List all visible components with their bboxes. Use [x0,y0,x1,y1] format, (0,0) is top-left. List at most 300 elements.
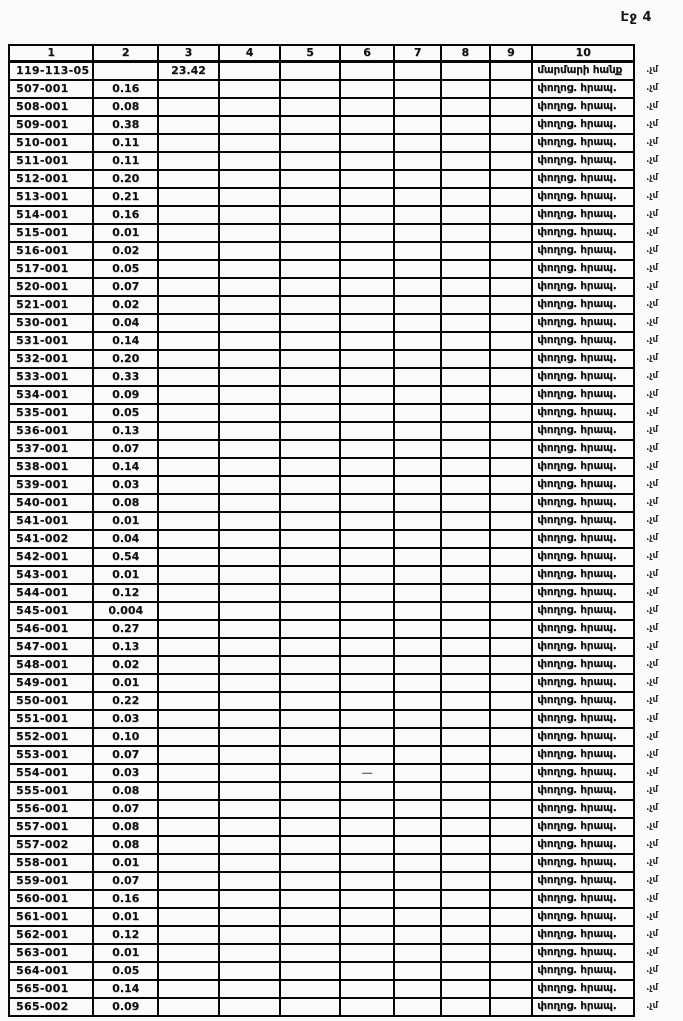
value-cell [490,332,533,350]
value-cell [280,530,339,548]
label-cell: փողոց. հրապ. [532,926,634,944]
value-cell [490,674,533,692]
value-cell [280,926,339,944]
value-cell [219,332,280,350]
value-cell [158,890,219,908]
margin-note: .չմ [646,64,658,75]
column-header-9: 9 [490,45,533,61]
value-cell [340,782,395,800]
value-cell [158,548,219,566]
label-cell: փողոց. հրապ. [532,944,634,962]
value-cell [158,476,219,494]
label-cell: փողոց. հրապ. [532,602,634,620]
value-cell [340,368,395,386]
table-row [9,566,682,584]
margin-note: .չմ [646,803,658,813]
value-cell [441,224,490,242]
table-row [9,458,682,476]
table-row [9,962,682,980]
value-cell [158,422,219,440]
value-cell [158,80,219,98]
value-cell [394,584,441,602]
value-cell [490,80,533,98]
value-cell [340,926,395,944]
value-cell [158,746,219,764]
value-cell [441,656,490,674]
table-row [9,872,682,890]
code-cell: 556-001 [9,800,93,818]
value-cell [490,61,533,80]
value-cell [280,602,339,620]
table-row [9,728,682,746]
label-cell: փողոց. հրապ. [532,584,634,602]
value-cell [340,206,395,224]
value-cell [280,566,339,584]
value-cell [490,404,533,422]
code-cell: 539-001 [9,476,93,494]
value-cell [158,800,219,818]
value-cell [490,224,533,242]
value-cell [280,314,339,332]
value-cell [490,890,533,908]
value-cell [340,386,395,404]
value-cell [219,926,280,944]
value-cell [394,386,441,404]
code-cell: 513-001 [9,188,93,206]
column-header-6: 6 [340,45,395,61]
value-cell [490,368,533,386]
value-cell [394,80,441,98]
value-cell: 0.12 [93,926,158,944]
code-cell: 542-001 [9,548,93,566]
label-cell: փողոց. հրապ. [532,296,634,314]
margin-note: .չմ [646,947,658,957]
margin-note: .չմ [646,767,658,777]
value-cell [219,890,280,908]
code-cell: 537-001 [9,440,93,458]
value-cell [490,620,533,638]
value-cell [394,638,441,656]
value-cell: 0.08 [93,836,158,854]
value-cell [394,998,441,1016]
value-cell [340,854,395,872]
value-cell [394,800,441,818]
value-cell [158,440,219,458]
value-cell [394,728,441,746]
code-cell: 521-001 [9,296,93,314]
value-cell [394,61,441,80]
value-cell [490,512,533,530]
code-cell: 532-001 [9,350,93,368]
value-cell [490,458,533,476]
value-cell [219,818,280,836]
value-cell [340,890,395,908]
value-cell [219,656,280,674]
value-cell [394,710,441,728]
code-cell: 541-002 [9,530,93,548]
value-cell [394,314,441,332]
table-row [9,61,682,80]
value-cell [490,944,533,962]
value-cell [280,98,339,116]
table-row [9,440,682,458]
value-cell [219,998,280,1016]
table-row [9,476,682,494]
value-cell [394,296,441,314]
value-cell [441,242,490,260]
margin-note: .չմ [646,677,658,687]
value-cell [490,278,533,296]
value-cell [340,152,395,170]
value-cell [219,638,280,656]
label-cell: փողոց. հրապ. [532,566,634,584]
value-cell [441,962,490,980]
value-cell [441,296,490,314]
value-cell: 0.11 [93,152,158,170]
value-cell [280,836,339,854]
value-cell [441,998,490,1016]
column-header-2: 2 [93,45,158,61]
label-cell: փողոց. հրապ. [532,350,634,368]
value-cell [219,764,280,782]
page-number-label: Էջ 4 [620,10,652,25]
value-cell [490,980,533,998]
table-row [9,782,682,800]
table-row [9,800,682,818]
value-cell [158,260,219,278]
value-cell [219,728,280,746]
value-cell [441,818,490,836]
value-cell [490,494,533,512]
value-cell [219,296,280,314]
value-cell [93,61,158,80]
value-cell [340,800,395,818]
value-cell [158,674,219,692]
value-cell [219,98,280,116]
value-cell: 0.16 [93,890,158,908]
code-cell: 510-001 [9,134,93,152]
code-cell: 552-001 [9,728,93,746]
margin-note: .չմ [646,551,658,561]
value-cell [158,710,219,728]
table-row [9,242,682,260]
value-cell [280,980,339,998]
value-cell [340,530,395,548]
value-cell [280,710,339,728]
value-cell [219,440,280,458]
label-cell: փողոց. հրապ. [532,764,634,782]
margin-note: .չմ [646,263,658,273]
value-cell: 0.02 [93,242,158,260]
value-cell [441,80,490,98]
value-cell [340,944,395,962]
value-cell [340,278,395,296]
value-cell [441,980,490,998]
value-cell [280,800,339,818]
value-cell [158,332,219,350]
code-cell: 562-001 [9,926,93,944]
value-cell [340,224,395,242]
code-cell: 559-001 [9,872,93,890]
value-cell [158,170,219,188]
label-cell: փողոց. հրապ. [532,242,634,260]
value-cell: 0.16 [93,80,158,98]
code-cell: 514-001 [9,206,93,224]
value-cell: 0.20 [93,350,158,368]
value-cell [280,224,339,242]
value-cell [280,512,339,530]
table-row [9,296,682,314]
code-cell: 119-113-05 [9,61,93,80]
margin-note: .չմ [646,875,658,885]
margin-note: .չմ [646,155,658,165]
value-cell [441,512,490,530]
value-cell [280,152,339,170]
margin-note: .չմ [646,605,658,615]
label-cell: փողոց. հրապ. [532,278,634,296]
code-cell: 516-001 [9,242,93,260]
value-cell [158,854,219,872]
value-cell [280,368,339,386]
value-cell [158,206,219,224]
table-row [9,602,682,620]
value-cell [280,620,339,638]
value-cell [158,188,219,206]
table-row [9,494,682,512]
value-cell [490,296,533,314]
value-cell: 0.20 [93,170,158,188]
value-cell [340,692,395,710]
value-cell: 0.14 [93,458,158,476]
value-cell: 0.10 [93,728,158,746]
code-cell: 560-001 [9,890,93,908]
margin-note: .չմ [646,407,658,417]
value-cell: 0.07 [93,440,158,458]
label-cell: փողոց. հրապ. [532,512,634,530]
value-cell [394,422,441,440]
margin-note: .չմ [646,713,658,723]
value-cell [340,566,395,584]
value-cell [219,134,280,152]
label-cell: փողոց. հրապ. [532,260,634,278]
value-cell [280,944,339,962]
value-cell: 0.04 [93,530,158,548]
value-cell [340,440,395,458]
value-cell [394,602,441,620]
cadastral-data-table [8,44,683,1017]
value-cell [490,728,533,746]
value-cell [441,440,490,458]
value-cell [219,782,280,800]
code-cell: 544-001 [9,584,93,602]
value-cell [158,296,219,314]
label-cell: փողոց. հրապ. [532,170,634,188]
value-cell: 0.12 [93,584,158,602]
value-cell [340,998,395,1016]
margin-note: .չմ [646,479,658,489]
value-cell [219,692,280,710]
code-cell: 558-001 [9,854,93,872]
margin-note: .չմ [646,695,658,705]
value-cell [441,602,490,620]
value-cell [219,602,280,620]
value-cell [158,98,219,116]
table-row [9,530,682,548]
value-cell [280,764,339,782]
value-cell [490,656,533,674]
value-cell [158,980,219,998]
value-cell [441,620,490,638]
label-cell: փողոց. հրապ. [532,188,634,206]
margin-note: .չմ [646,587,658,597]
value-cell [441,674,490,692]
value-cell [158,386,219,404]
value-cell [394,872,441,890]
label-cell: փողոց. հրապ. [532,998,634,1016]
label-cell: փողոց. հրապ. [532,206,634,224]
value-cell [490,638,533,656]
value-cell [280,818,339,836]
code-cell: 538-001 [9,458,93,476]
value-cell [394,332,441,350]
margin-note: .չմ [646,281,658,291]
code-cell: 553-001 [9,746,93,764]
value-cell [394,512,441,530]
value-cell [394,548,441,566]
value-cell [490,746,533,764]
value-cell [219,584,280,602]
label-cell: մարմարի հանք [532,61,634,80]
margin-note: .չմ [646,569,658,579]
value-cell [441,890,490,908]
value-cell [280,440,339,458]
value-cell [441,908,490,926]
value-cell [219,548,280,566]
value-cell [441,692,490,710]
value-cell [394,962,441,980]
value-cell [280,908,339,926]
code-cell: 561-001 [9,908,93,926]
value-cell [158,602,219,620]
value-cell [490,170,533,188]
value-cell: 0.04 [93,314,158,332]
code-cell: 515-001 [9,224,93,242]
value-cell [280,746,339,764]
value-cell [490,962,533,980]
column-header-1: 1 [9,45,93,61]
value-cell: 0.01 [93,908,158,926]
margin-note: .չմ [646,461,658,471]
code-cell: 551-001 [9,710,93,728]
label-cell: փողոց. հրապ. [532,908,634,926]
value-cell [158,368,219,386]
margin-note: .չմ [646,497,658,507]
value-cell [219,260,280,278]
column-header-3: 3 [158,45,219,61]
value-cell [490,350,533,368]
value-cell [394,818,441,836]
value-cell [441,854,490,872]
value-cell [280,350,339,368]
value-cell [394,980,441,998]
value-cell [219,854,280,872]
value-cell [441,530,490,548]
label-cell: փողոց. հրապ. [532,368,634,386]
value-cell [280,656,339,674]
table-row [9,170,682,188]
value-cell [280,494,339,512]
value-cell: 0.11 [93,134,158,152]
margin-note: .չմ [646,839,658,849]
value-cell [158,404,219,422]
value-cell [394,656,441,674]
value-cell [441,134,490,152]
value-cell [219,422,280,440]
value-cell [280,998,339,1016]
value-cell [158,836,219,854]
value-cell [394,764,441,782]
table-row [9,134,682,152]
label-cell: փողոց. հրապ. [532,476,634,494]
label-cell: փողոց. հրապ. [532,872,634,890]
code-cell: 511-001 [9,152,93,170]
value-cell [158,998,219,1016]
value-cell: 0.05 [93,260,158,278]
code-cell: 536-001 [9,422,93,440]
value-cell [280,170,339,188]
value-cell: 0.38 [93,116,158,134]
value-cell [219,242,280,260]
value-cell [394,134,441,152]
table-row [9,206,682,224]
value-cell [394,926,441,944]
code-cell: 565-002 [9,998,93,1016]
value-cell [441,764,490,782]
value-cell: 0.01 [93,854,158,872]
label-cell: փողոց. հրապ. [532,962,634,980]
value-cell [158,908,219,926]
value-cell: 0.33 [93,368,158,386]
value-cell [490,152,533,170]
table-body [9,61,682,1016]
value-cell [394,440,441,458]
value-cell [441,638,490,656]
value-cell [219,314,280,332]
value-cell [394,692,441,710]
value-cell: 0.22 [93,692,158,710]
value-cell: 0.02 [93,656,158,674]
table-row [9,854,682,872]
label-cell: փողոց. հրապ. [532,152,634,170]
value-cell [280,962,339,980]
value-cell [158,620,219,638]
value-cell [394,404,441,422]
value-cell [219,800,280,818]
value-cell: 0.07 [93,746,158,764]
value-cell [280,890,339,908]
value-cell [158,116,219,134]
code-cell: 546-001 [9,620,93,638]
value-cell: 0.08 [93,782,158,800]
value-cell [280,674,339,692]
value-cell [158,350,219,368]
value-cell [158,152,219,170]
value-cell: 0.03 [93,710,158,728]
value-cell [340,656,395,674]
value-cell [219,206,280,224]
value-cell [394,746,441,764]
value-cell [441,386,490,404]
